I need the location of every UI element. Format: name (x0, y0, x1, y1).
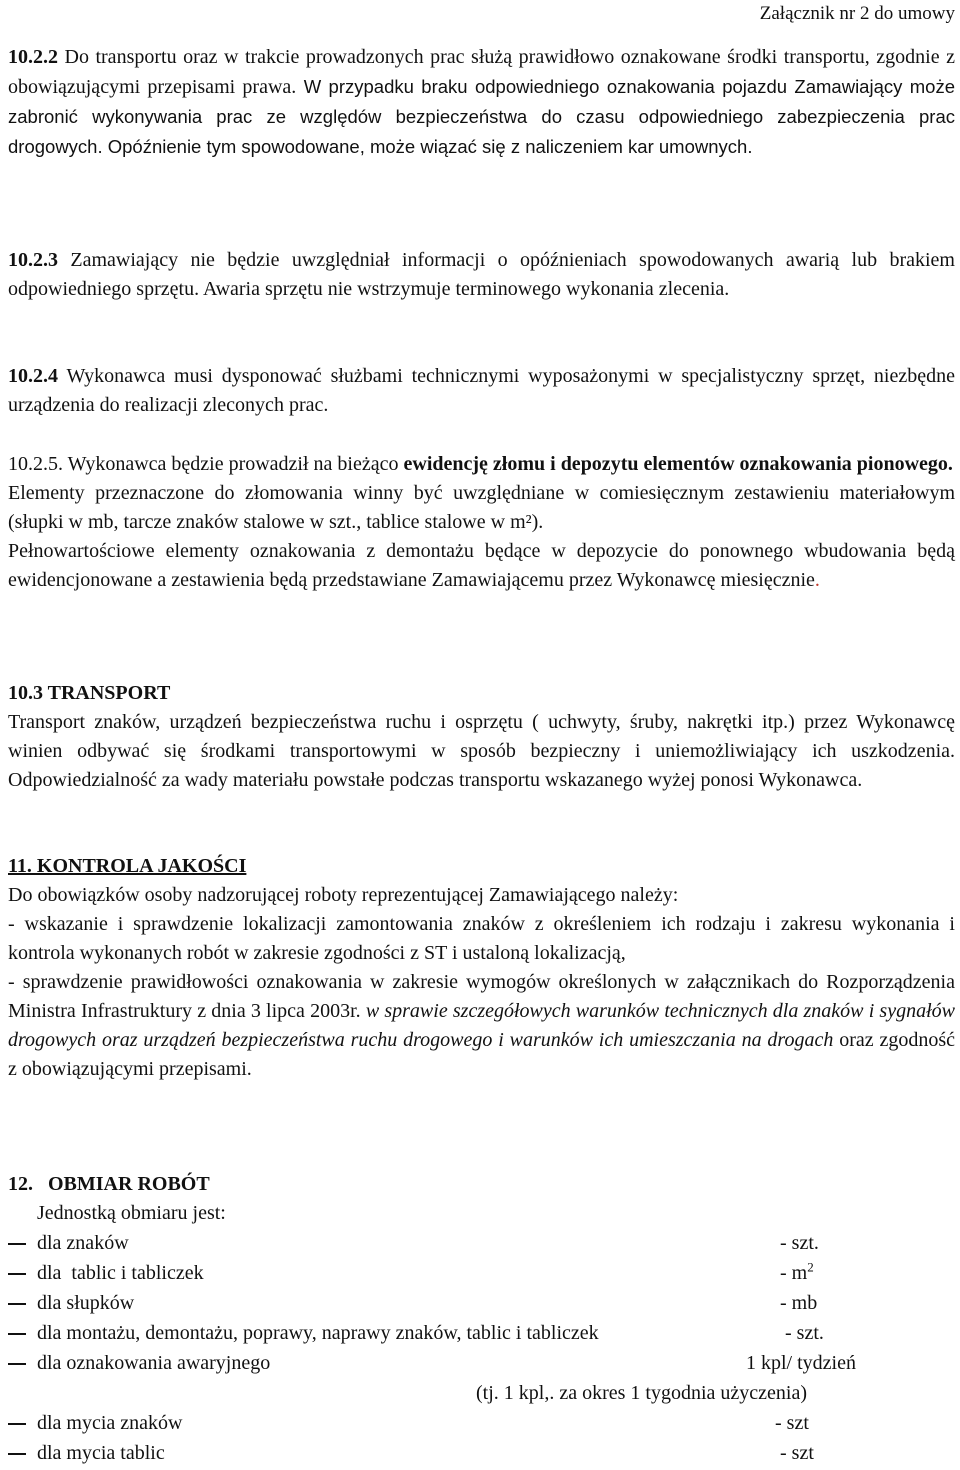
section-text: Do transportu oraz w trakcie prowadzonych prac służą prawidłowo oznakowane środki transportu, zgodnie z obowiązującymi przepisami prawa. (8, 46, 955, 98)
section-title: 11. KONTROLA JAKOŚCI (8, 855, 247, 877)
duty-item-2-tail: oraz zgodność z obowiązującymi przepisami. (8, 1029, 955, 1080)
dash-bullet (8, 1273, 26, 1275)
dash-bullet (8, 1333, 26, 1335)
section-intro: Do obowiązków osoby nadzorującej roboty reprezentującej Zamawiającego należy: (8, 884, 679, 906)
list-item-label: dla znaków (37, 1232, 129, 1254)
list-item (8, 1229, 955, 1259)
section-number: 10.2.5. (8, 453, 63, 475)
section-10-2-5 (8, 450, 955, 595)
section-number: 10.2.3 (8, 249, 58, 271)
list-item-label: dla montażu, demontażu, poprawy, naprawy znaków, tablic i tabliczek (37, 1322, 599, 1344)
list-item (8, 1319, 955, 1349)
section-title: 12. OBMIAR ROBÓT (8, 1173, 210, 1195)
list-item-unit: 1 kpl/ tydzień (746, 1352, 856, 1374)
section-number: 10.2.4 (8, 365, 58, 387)
dash-bullet (8, 1303, 26, 1305)
section-12 (8, 1170, 955, 1228)
section-text-bold: ewidencję złomu i depozytu elementów oznakowania pionowego. (403, 453, 953, 475)
list-item-note (8, 1379, 955, 1409)
section-10-2-3 (8, 246, 955, 304)
list-item (8, 1349, 955, 1379)
deposit-paragraph-end: . (814, 569, 820, 591)
list-item-label: dla oznakowania awaryjnego (37, 1352, 271, 1374)
dash-bullet (8, 1453, 26, 1455)
duty-item-1: - wskazanie i sprawdzenie lokalizacji zamontowania znaków z określeniem ich rodzaju i zakresu wykonania i kontrola wykonanych robót w zakresie zgodności z ST i ustaloną lokalizacją, (8, 913, 955, 964)
list-item (8, 1259, 955, 1289)
section-text: Wykonawca musi dysponować służbami technicznymi wyposażonymi w specjalistyczny sprzęt, niezbędne urządzenia do realizacji zleconych prac. (8, 365, 955, 416)
dash-bullet (8, 1243, 26, 1245)
section-text-sans: W przypadku braku odpowiedniego oznakowania pojazdu Zamawiający może zabronić wykonywania prac ze względów bezpieczeństwa do czasu odpowiedniego zabezpieczenia prac drogowych. (8, 76, 955, 157)
section-text: Wykonawca będzie prowadził na bieżąco (63, 453, 404, 475)
list-item-note-text: (tj. 1 kpl,. za okres 1 tygodnia użyczenia) (476, 1382, 807, 1404)
section-10-3 (8, 679, 955, 795)
list-item-unit: - szt (775, 1412, 809, 1434)
section-title: 10.3 TRANSPORT (8, 682, 171, 704)
deposit-paragraph: Pełnowartościowe elementy oznakowania z demontażu będące w depozycie do ponownego wbudowania będą ewidencjonowane a zestawienia będą przedstawiane Zamawiającemu przez Wykonawcę miesięcznie (8, 540, 955, 591)
section-text: Transport znaków, urządzeń bezpieczeństwa ruchu i osprzętu ( uchwyty, śruby, nakrętki itp.) przez Wykonawcę winien odbywać się środkami transportowymi w sposób bezpieczny i uniemożliwiający ich uszkodzenia. Odpowiedzialność za wady materiału powstałe podczas transportu wskazanego wyżej ponosi Wykonawca. (8, 711, 955, 791)
list-item-label: dla tablic i tabliczek (37, 1262, 204, 1284)
list-item-unit: - szt. (785, 1322, 824, 1344)
list-item-unit: - szt. (780, 1232, 819, 1254)
list-item (8, 1409, 955, 1439)
regulation-title: w sprawie szczegółowych warunków technicznych dla znaków i sygnałów drogowych oraz urządzeń bezpieczeństwa ruchu drogowego i warunków ich umieszczania na drogach (8, 1000, 955, 1051)
page-header: Załącznik nr 2 do umowy (759, 3, 955, 24)
list-item-unit: - $m^2$ (780, 1259, 814, 1284)
section-11 (8, 852, 955, 1084)
section-text-sans-end: Opóźnienie tym spowodowane, może wiązać się z naliczeniem kar umownych. (102, 136, 753, 157)
list-item-unit: - mb (780, 1292, 818, 1314)
list-item (8, 1289, 955, 1319)
section-text: Zamawiający nie będzie uwzględniał informacji o opóźnieniach spowodowanych awarią lub brakiem odpowiedniego sprzętu. Awaria sprzętu nie wstrzymuje terminowego wykonania zlecenia. (8, 249, 955, 300)
measurement-list (8, 1229, 955, 1469)
list-item-label: dla słupków (37, 1292, 135, 1314)
duty-item-2: - sprawdzenie prawidłowości oznakowania w zakresie wymogów określonych w załącznikach do Rozporządzenia Ministra Infrastruktury z dnia 3 lipca 2003r. (8, 971, 955, 1022)
list-item-label: dla mycia znaków (37, 1412, 183, 1434)
section-10-2-2 (8, 43, 955, 162)
scrap-paragraph: Elementy przeznaczone do złomowania winny być uwzględniane w comiesięcznym zestawieniu materiałowym (słupki w mb, tarcze znaków stalowe w szt., tablice stalowe w m²). (8, 482, 955, 533)
section-intro: Jednostką obmiaru jest: (37, 1202, 226, 1224)
section-number: 10.2.2 (8, 46, 58, 68)
dash-bullet (8, 1363, 26, 1365)
list-item-unit: - szt (780, 1442, 814, 1464)
section-10-2-4 (8, 362, 955, 420)
dash-bullet (8, 1423, 26, 1425)
list-item (8, 1439, 955, 1469)
list-item-label: dla mycia tablic (37, 1442, 165, 1464)
